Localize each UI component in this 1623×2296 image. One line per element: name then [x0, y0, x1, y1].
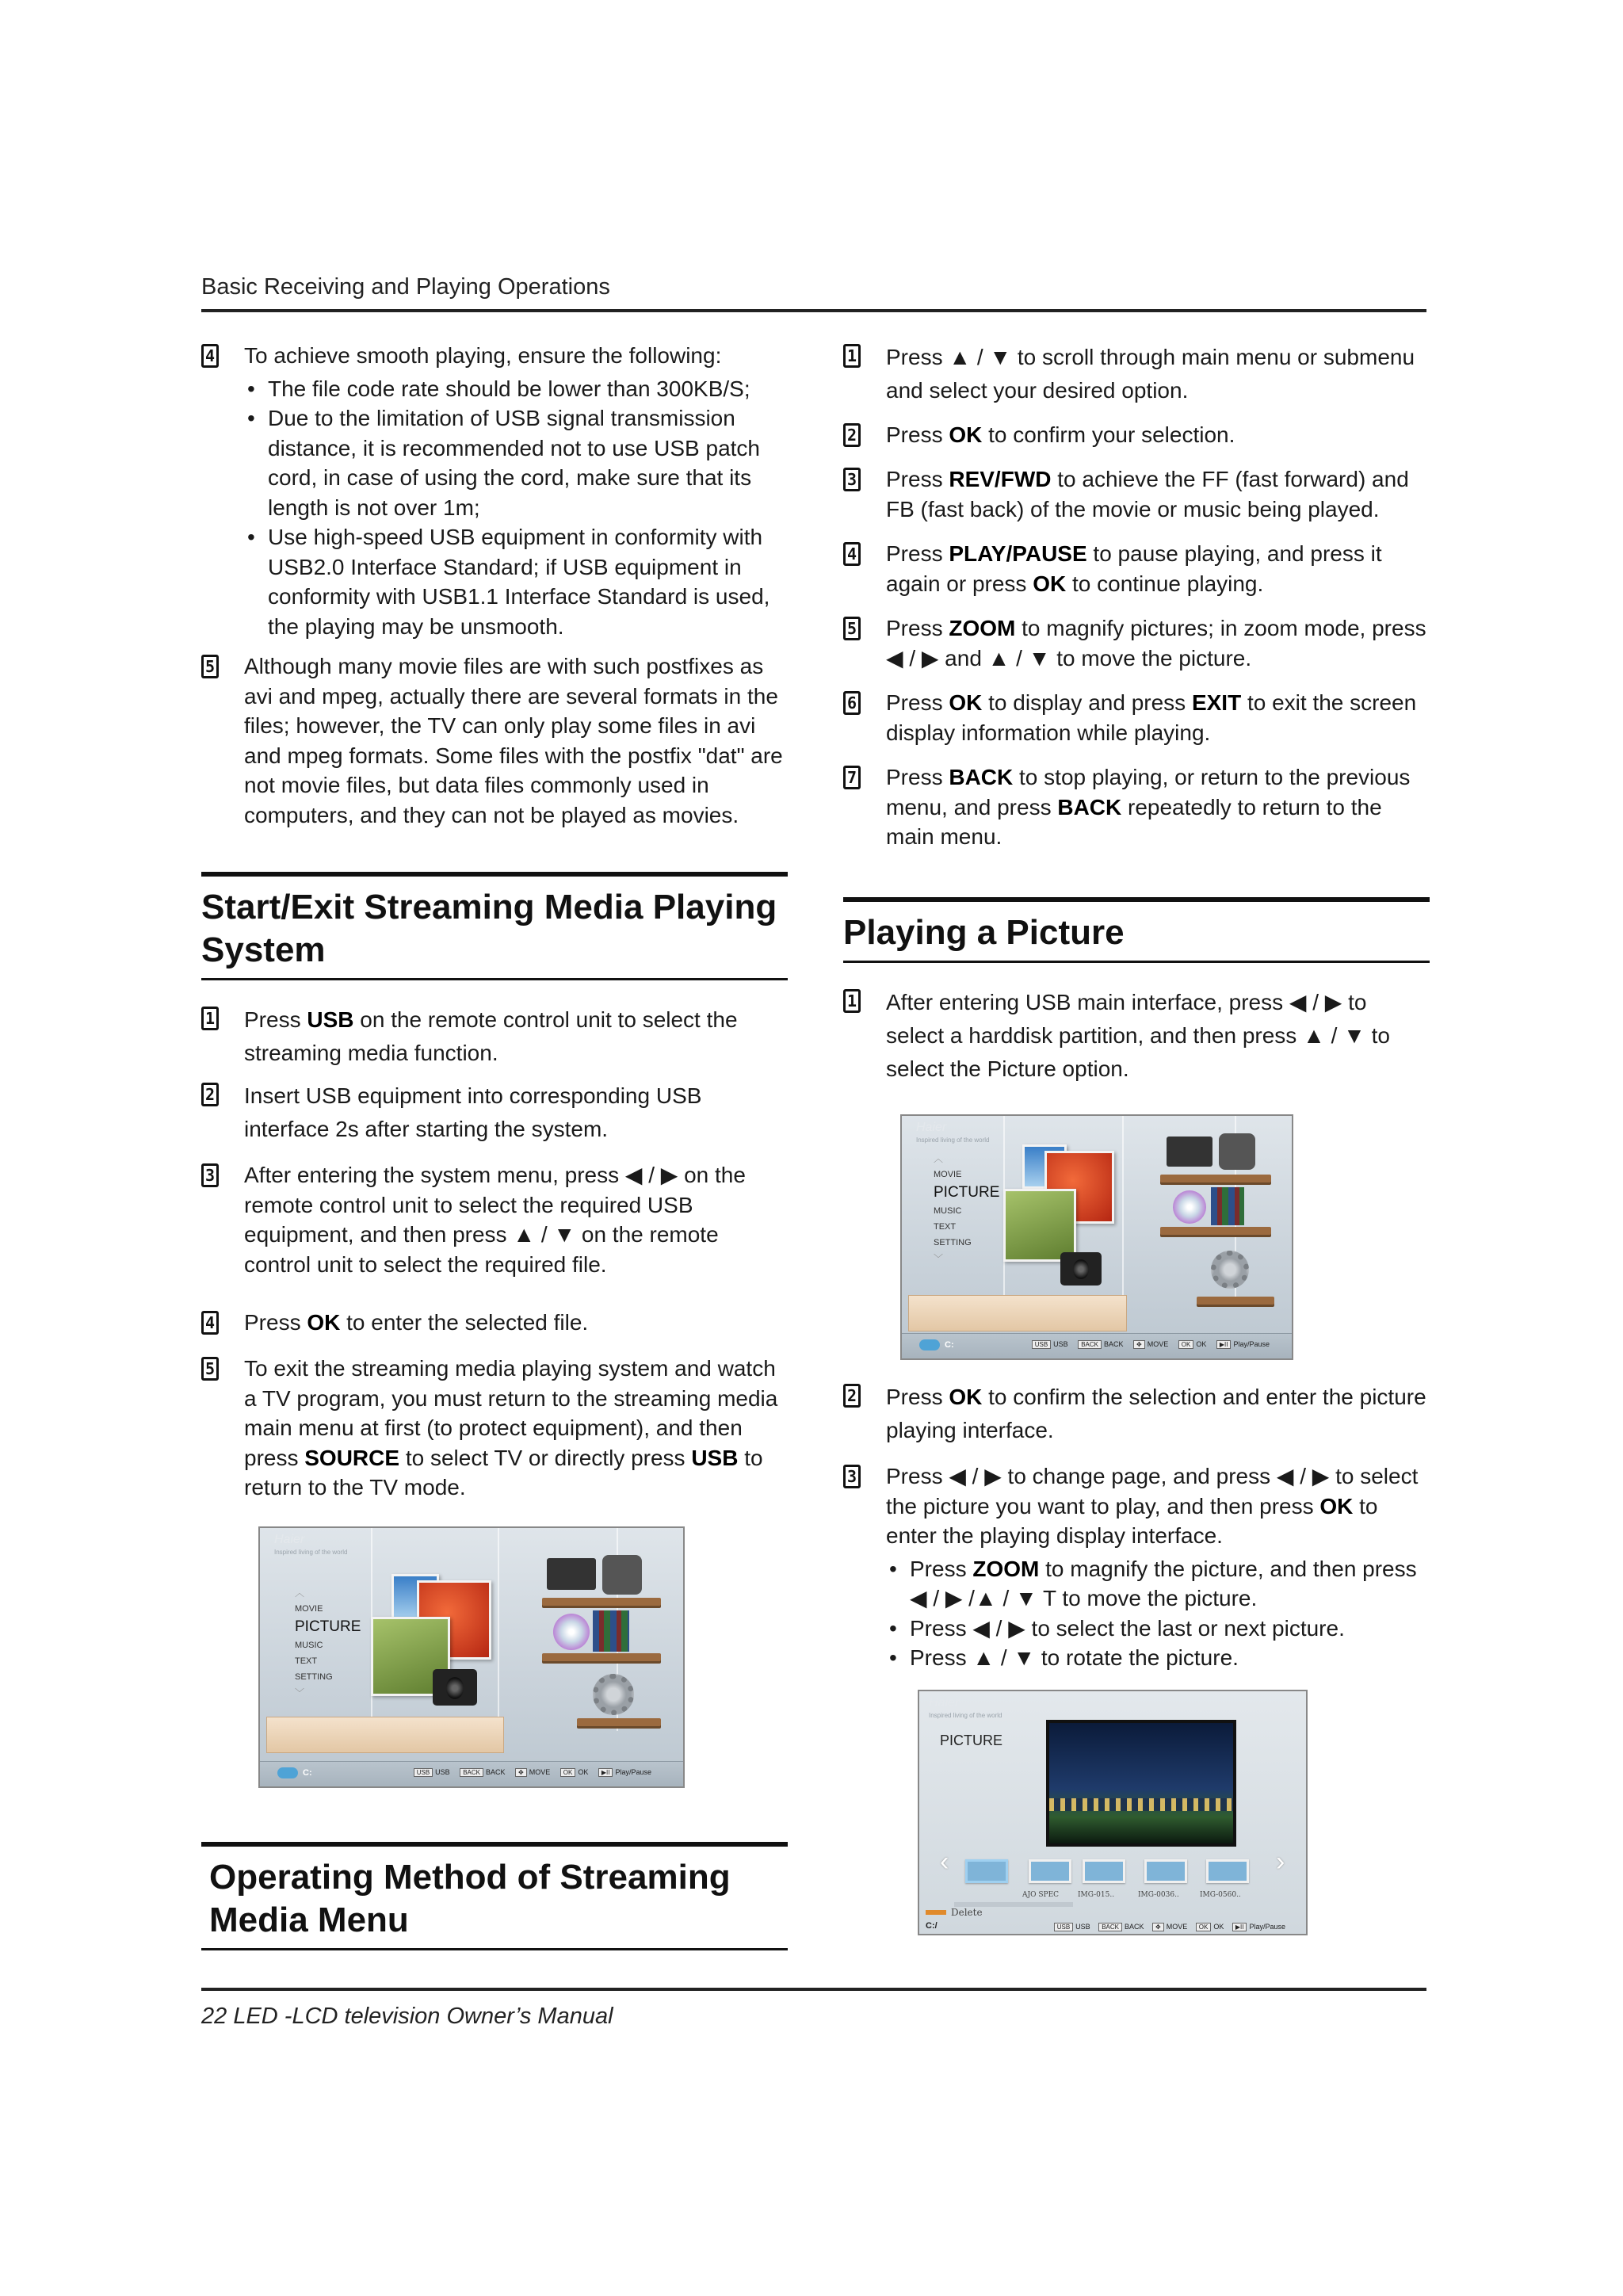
- step-number: 4: [201, 1311, 219, 1335]
- usb-status-bar: [260, 1761, 683, 1786]
- text-run: to enter the playing display interface.: [886, 1493, 1378, 1548]
- step-number: 1: [843, 989, 861, 1013]
- key-ok-label: OK: [1213, 1923, 1224, 1931]
- drive-label: C:: [277, 1767, 312, 1778]
- bullet-list: [886, 1554, 1430, 1673]
- books-icon: [1211, 1187, 1244, 1225]
- left-item-4: [201, 341, 788, 641]
- key-label: ZOOM: [972, 1556, 1040, 1581]
- animal-photo: [1003, 1189, 1076, 1262]
- key-label: OK: [1319, 1493, 1354, 1519]
- right-item-4: [843, 539, 1430, 598]
- right-column: [843, 341, 1430, 1973]
- left-column: [201, 341, 788, 1973]
- menu-item-picture[interactable]: PICTURE: [295, 1618, 361, 1635]
- key-usb: USB: [1054, 1923, 1073, 1931]
- clapperboard-icon: [1167, 1137, 1212, 1167]
- picture-item-3: [843, 1461, 1430, 1673]
- step-number: 3: [201, 1163, 219, 1187]
- brand-logo: Haier: [274, 1533, 305, 1546]
- key-label: SOURCE: [304, 1445, 400, 1470]
- start-exit-item-1: [201, 1003, 788, 1070]
- shelf: [1197, 1297, 1274, 1305]
- section-heading-operating: [201, 1842, 788, 1950]
- thumbnail[interactable]: [1029, 1859, 1071, 1883]
- thumbnail-label: IMG-015..: [1078, 1891, 1115, 1899]
- key-move-label: MOVE: [529, 1768, 551, 1776]
- menu-item-music[interactable]: MUSIC: [295, 1641, 323, 1650]
- move-icon: ✥: [515, 1768, 527, 1777]
- bullet-list: [244, 374, 788, 642]
- thumbnail-label: IMG-0560..: [1200, 1891, 1241, 1899]
- brand-tagline: Inspired living of the world: [274, 1549, 348, 1556]
- step-number: 3: [843, 468, 861, 491]
- key-label: OK: [307, 1310, 341, 1335]
- section-heading-picture: [843, 897, 1430, 963]
- cd-icon: [1173, 1190, 1206, 1224]
- key-usb-label: USB: [1075, 1923, 1090, 1931]
- key-label: REV/FWD: [949, 467, 1052, 491]
- right-item-6: [843, 688, 1430, 747]
- step-number: 2: [843, 1384, 861, 1408]
- key-playpause-label: Play/Pause: [1233, 1340, 1270, 1348]
- text-run: to magnify pictures; in zoom mode, press ◀ / ▶ and ▲ / ▼ to move the picture.: [886, 616, 1426, 670]
- text-run: Press ▲ / ▼ to rotate the picture.: [910, 1645, 1239, 1670]
- text-run: on the remote control unit to select the streaming media function.: [244, 1007, 738, 1065]
- thumbnail[interactable]: [1144, 1859, 1187, 1883]
- text-run: to continue playing.: [1066, 571, 1264, 596]
- shelf: [542, 1653, 661, 1661]
- play-pause-icon: ▶II: [598, 1768, 613, 1777]
- thumbnail-label: IMG-0036..: [1138, 1891, 1179, 1899]
- cd-icon: [553, 1614, 590, 1650]
- thumbnail[interactable]: [1206, 1859, 1249, 1883]
- play-pause-icon: ▶II: [1232, 1923, 1247, 1931]
- text-run: Press: [886, 422, 949, 447]
- text-run: to display and press: [982, 690, 1192, 715]
- usb-menu-list: [295, 1585, 361, 1701]
- shelf: [577, 1718, 661, 1726]
- brand-logo: Haier: [929, 1696, 960, 1710]
- section-title: Start/Exit Streaming Media Playing System: [201, 888, 777, 969]
- gear-icon: [1211, 1251, 1249, 1289]
- text-run: Insert USB equipment into corresponding USB interface 2s after starting the system.: [244, 1083, 702, 1141]
- text-run: to confirm the selection and enter the picture playing interface.: [886, 1385, 1426, 1442]
- text-run: Press ▲ / ▼ to scroll through main menu or submenu and select your desired option.: [886, 345, 1415, 403]
- text-run: After entering USB main interface, press ◀ / ▶ to select a harddisk partition, and then press ▲ / ▼ to select the Picture option.: [886, 990, 1390, 1081]
- step-number: 6: [843, 691, 861, 715]
- right-item-7: [843, 762, 1430, 852]
- bullet-item: [886, 1614, 1430, 1644]
- text-run: to magnify the picture, and then press ◀ / ▶ /▲ / ▼ T to move the picture.: [910, 1556, 1417, 1610]
- start-exit-item-2: [201, 1079, 788, 1146]
- picture-preview: [1046, 1720, 1236, 1847]
- key-ok: OK: [1178, 1340, 1194, 1349]
- start-exit-item-4: [201, 1308, 788, 1338]
- bullet-item: • Due to the limitation of USB signal transmission distance, it is recommended not to use USB patch cord, in case of using the cord, make sure that its length is not over 1m;: [244, 403, 788, 522]
- text-run: Press: [886, 765, 949, 789]
- item-text: Although many movie files are with such postfixes as avi and mpeg, actually there are several formats in the files; however, the TV can only play some files in avi and mpeg formats. Some files with the postfix "dat" are not movie files, but data files commonly used in computers, and they can not be played as movies.: [244, 654, 783, 827]
- key-ok: OK: [1196, 1923, 1212, 1931]
- thumbnail-selected[interactable]: [965, 1859, 1008, 1883]
- key-label: OK: [949, 422, 983, 447]
- key-back: BACK: [1078, 1340, 1102, 1349]
- left-item-5: [201, 651, 788, 830]
- key-legend: [1054, 1923, 1285, 1931]
- path-label: C:/: [926, 1921, 938, 1931]
- screen-heading: PICTURE: [940, 1733, 1003, 1748]
- step-number: 1: [201, 1007, 219, 1030]
- usb-menu-list: [934, 1151, 999, 1266]
- key-label: OK: [949, 690, 983, 715]
- key-usb-label: USB: [435, 1768, 450, 1776]
- key-back: BACK: [460, 1768, 483, 1777]
- menu-item-text[interactable]: TEXT: [934, 1222, 957, 1232]
- speaker-icon: [602, 1555, 642, 1595]
- key-label: PLAY/PAUSE: [949, 541, 1087, 566]
- text-run: Press ◀ / ▶ to change page, and press ◀ / ▶ to select the picture you want to play, and then press: [886, 1464, 1419, 1519]
- step-number: 5: [201, 655, 219, 678]
- picture-browser-screenshot: [918, 1690, 1308, 1935]
- text-run: Press: [910, 1556, 973, 1581]
- text-run: to return to the TV mode.: [244, 1445, 763, 1499]
- menu-item-picture[interactable]: PICTURE: [934, 1184, 1000, 1201]
- shelf: [1160, 1227, 1271, 1235]
- delete-color-key: [926, 1910, 946, 1915]
- text-run: repeatedly to return to the main menu.: [886, 794, 1382, 849]
- right-item-2: [843, 420, 1430, 450]
- section-heading-start-exit: [201, 872, 788, 980]
- key-move-label: MOVE: [1166, 1923, 1188, 1931]
- delete-label[interactable]: Delete: [951, 1907, 983, 1918]
- page-footer: 22 LED -LCD television Owner’s Manual: [201, 2004, 613, 2029]
- bullet-item: [886, 1554, 1430, 1614]
- step-number: 4: [843, 542, 861, 566]
- key-move-label: MOVE: [1147, 1340, 1169, 1348]
- move-icon: ✥: [1133, 1340, 1145, 1349]
- thumbnail-label: AJO SPEC: [1022, 1891, 1060, 1899]
- cabinet: [266, 1717, 504, 1753]
- camera-icon: [433, 1669, 477, 1706]
- wall-panel-line: [498, 1528, 499, 1731]
- key-back-label: BACK: [1125, 1923, 1144, 1931]
- text-run: to confirm your selection.: [982, 422, 1235, 447]
- preview-city-lights: [1049, 1798, 1233, 1811]
- key-label: BACK: [949, 765, 1014, 789]
- right-item-1: [843, 341, 1430, 407]
- brand-logo: Haier: [916, 1121, 947, 1134]
- key-label: USB: [307, 1007, 354, 1032]
- text-run: Press: [886, 467, 949, 491]
- usb-picture-menu-screenshot: [900, 1114, 1293, 1360]
- key-label: OK: [949, 1385, 983, 1409]
- key-label: ZOOM: [949, 616, 1016, 640]
- key-ok: OK: [560, 1768, 576, 1777]
- thumbnail[interactable]: [1083, 1859, 1125, 1883]
- key-back-label: BACK: [1104, 1340, 1124, 1348]
- key-usb: USB: [1032, 1340, 1051, 1349]
- chevron-up-icon[interactable]: ︿: [934, 1153, 944, 1164]
- next-page-icon[interactable]: ›: [1276, 1847, 1285, 1877]
- key-back: BACK: [1098, 1923, 1122, 1931]
- books-icon: [593, 1610, 629, 1652]
- text-run: to pause playing, and press it again or press: [886, 541, 1382, 596]
- text-run: Press: [886, 616, 949, 640]
- key-label: EXIT: [1191, 690, 1242, 715]
- start-exit-item-3: [201, 1160, 788, 1279]
- key-back-label: BACK: [486, 1768, 506, 1776]
- chevron-up-icon[interactable]: ︿: [295, 1587, 305, 1599]
- key-playpause-label: Play/Pause: [1249, 1923, 1285, 1931]
- cabinet: [908, 1295, 1127, 1331]
- wall-panel-line: [1122, 1116, 1124, 1303]
- footer-rule: [201, 1988, 1426, 1991]
- text-run: After entering the system menu, press ◀ / ▶ on the remote control unit to select the required USB equipment, and then press ▲ / ▼ on the remote control unit to select the required file.: [244, 1163, 746, 1277]
- text-run: Press: [886, 690, 949, 715]
- clapperboard-icon: [547, 1558, 596, 1590]
- page-header-title: Basic Receiving and Playing Operations: [201, 274, 610, 300]
- key-playpause-label: Play/Pause: [615, 1768, 651, 1776]
- chevron-down-icon[interactable]: ﹀: [295, 1687, 305, 1698]
- picture-item-2: [843, 1381, 1430, 1447]
- header-rule: [201, 309, 1426, 312]
- menu-item-text[interactable]: TEXT: [295, 1656, 318, 1666]
- usb-main-menu-screenshot: [258, 1526, 685, 1788]
- step-number: 5: [843, 617, 861, 640]
- text-run: Press: [244, 1007, 307, 1032]
- step-number: 7: [843, 766, 861, 789]
- menu-item-setting[interactable]: SETTING: [295, 1672, 333, 1682]
- picture-item-1: [843, 986, 1430, 1086]
- step-number: 2: [843, 423, 861, 447]
- menu-item-setting[interactable]: SETTING: [934, 1238, 972, 1247]
- key-ok-label: OK: [578, 1768, 589, 1776]
- shelf: [1160, 1175, 1271, 1182]
- drive-label: C:: [919, 1339, 954, 1350]
- menu-item-music[interactable]: MUSIC: [934, 1206, 962, 1216]
- text-run: to enter the selected file.: [340, 1310, 589, 1335]
- section-title: Operating Method of Streaming Media Menu: [209, 1858, 731, 1939]
- step-number: 1: [843, 344, 861, 368]
- bullet-item: • Use high-speed USB equipment in conformity with USB2.0 Interface Standard; if USB equipment in conformity with USB1.1 Interface Standard is used, the playing may be unsmooth.: [244, 522, 788, 641]
- text-run: To exit the streaming media playing system and watch a TV program, you must return to the streaming media main menu at first (to protect equipment), and then press: [244, 1356, 778, 1470]
- move-icon: ✥: [1152, 1923, 1164, 1931]
- bullet-item: • The file code rate should be lower than 300KB/S;: [244, 374, 788, 404]
- chevron-down-icon[interactable]: ﹀: [934, 1253, 944, 1264]
- section-title: Playing a Picture: [843, 913, 1125, 952]
- text-run: to achieve the FF (fast forward) and FB (fast back) of the movie or music being played.: [886, 467, 1409, 521]
- text-run: to select TV or directly press: [399, 1445, 692, 1470]
- gear-icon: [593, 1674, 634, 1715]
- key-label: OK: [1033, 571, 1067, 596]
- play-pause-icon: ▶II: [1216, 1340, 1232, 1349]
- step-number: 2: [201, 1083, 219, 1106]
- key-label: USB: [691, 1445, 739, 1470]
- step-number: 5: [201, 1357, 219, 1381]
- brand-tagline: Inspired living of the world: [929, 1712, 1002, 1719]
- text-run: to exit the screen display information while playing.: [886, 690, 1417, 745]
- step-number: 3: [843, 1465, 861, 1488]
- key-label: BACK: [1057, 794, 1122, 819]
- key-usb-label: USB: [1053, 1340, 1068, 1348]
- item-lead: To achieve smooth playing, ensure the following:: [244, 343, 722, 368]
- text-run: to stop playing, or return to the previous menu, and press: [886, 765, 1411, 819]
- speaker-icon: [1219, 1133, 1255, 1170]
- bullet-item: [886, 1643, 1430, 1673]
- step-number: 4: [201, 344, 219, 368]
- usb-status-bar: [902, 1333, 1292, 1358]
- camera-icon: [1060, 1252, 1102, 1286]
- prev-page-icon[interactable]: ‹: [940, 1847, 949, 1877]
- text-run: Press: [886, 541, 949, 566]
- shelf: [542, 1598, 661, 1606]
- key-legend: [1032, 1340, 1277, 1349]
- menu-item-movie[interactable]: MOVIE: [934, 1170, 962, 1179]
- key-ok-label: OK: [1196, 1340, 1207, 1348]
- brand-tagline: Inspired living of the world: [916, 1137, 990, 1144]
- right-item-5: [843, 613, 1430, 673]
- text-run: Press ◀ / ▶ to select the last or next picture.: [910, 1615, 1345, 1641]
- text-run: Press: [886, 1385, 949, 1409]
- start-exit-item-5: [201, 1354, 788, 1503]
- key-legend: [414, 1768, 659, 1777]
- key-usb: USB: [414, 1768, 433, 1777]
- menu-item-movie[interactable]: MOVIE: [295, 1604, 323, 1614]
- right-item-3: [843, 464, 1430, 524]
- text-run: Press: [244, 1310, 307, 1335]
